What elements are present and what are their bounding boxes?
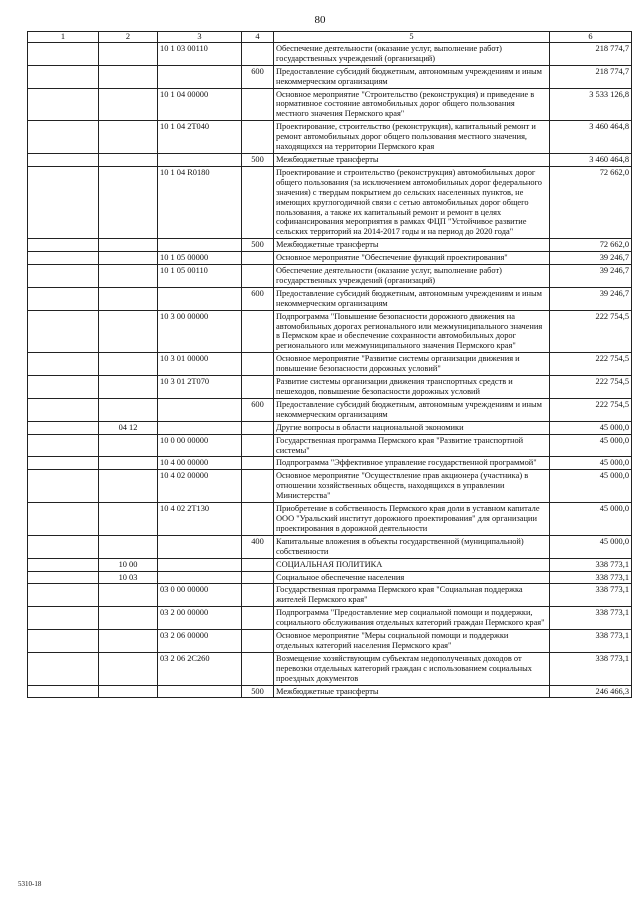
- description-cell: Межбюджетные трансферты: [274, 239, 550, 252]
- subsection-cell: [99, 252, 158, 265]
- subsection-cell: [99, 535, 158, 558]
- target-article-cell: 03 0 00 00000: [158, 584, 242, 607]
- table-row: [28, 376, 632, 399]
- target-article-cell: [158, 571, 242, 584]
- description-cell: Государственная программа Пермского края "Социальная поддержка жителей Пермского края": [274, 584, 550, 607]
- subsection-cell: [99, 503, 158, 536]
- table-row: [28, 434, 632, 457]
- amount-cell: 45 000,0: [550, 421, 632, 434]
- amount-cell: 246 466,3: [550, 685, 632, 698]
- amount-cell: 45 000,0: [550, 434, 632, 457]
- subsection-cell: [99, 88, 158, 121]
- subsection-cell: [99, 121, 158, 154]
- table-row: [28, 353, 632, 376]
- target-article-cell: 10 1 05 00000: [158, 252, 242, 265]
- table-row: [28, 398, 632, 421]
- target-article-cell: [158, 153, 242, 166]
- expense-type-cell: [242, 434, 274, 457]
- section-cell: [28, 65, 99, 88]
- section-cell: [28, 287, 99, 310]
- amount-cell: 45 000,0: [550, 535, 632, 558]
- column-header: 6: [550, 32, 632, 43]
- amount-cell: 45 000,0: [550, 503, 632, 536]
- subsection-cell: 04 12: [99, 421, 158, 434]
- subsection-cell: [99, 470, 158, 503]
- section-cell: [28, 153, 99, 166]
- amount-cell: 218 774,7: [550, 42, 632, 65]
- amount-cell: 39 246,7: [550, 265, 632, 288]
- expense-type-cell: [242, 558, 274, 571]
- subsection-cell: [99, 353, 158, 376]
- table-row: [28, 607, 632, 630]
- expense-type-cell: [242, 584, 274, 607]
- description-cell: Другие вопросы в области национальной экономики: [274, 421, 550, 434]
- subsection-cell: [99, 239, 158, 252]
- amount-cell: 72 662,0: [550, 166, 632, 238]
- description-cell: Основное мероприятие "Осуществление прав акционера (участника) в отношении хозяйственных обществ, находящихся в управлении Министерства": [274, 470, 550, 503]
- section-cell: [28, 571, 99, 584]
- expense-type-cell: [242, 503, 274, 536]
- section-cell: [28, 607, 99, 630]
- table-row: [28, 503, 632, 536]
- subsection-cell: [99, 42, 158, 65]
- budget-table: [27, 31, 632, 698]
- table-row: [28, 421, 632, 434]
- expense-type-cell: [242, 252, 274, 265]
- section-cell: [28, 252, 99, 265]
- amount-cell: 338 773,1: [550, 571, 632, 584]
- subsection-cell: [99, 398, 158, 421]
- target-article-cell: [158, 558, 242, 571]
- target-article-cell: 10 1 05 00110: [158, 265, 242, 288]
- target-article-cell: 10 4 02 00000: [158, 470, 242, 503]
- description-cell: Проектирование, строительство (реконструкция), капитальный ремонт и ремонт автомобильных дорог общего пользования местного значения, находящихся на территории Пермского края: [274, 121, 550, 154]
- target-article-cell: [158, 65, 242, 88]
- amount-cell: 222 754,5: [550, 376, 632, 399]
- amount-cell: 338 773,1: [550, 584, 632, 607]
- section-cell: [28, 121, 99, 154]
- section-cell: [28, 353, 99, 376]
- description-cell: Обеспечение деятельности (оказание услуг, выполнение работ) государственных учреждений (организаций): [274, 265, 550, 288]
- expense-type-cell: 400: [242, 535, 274, 558]
- section-cell: [28, 535, 99, 558]
- expense-type-cell: [242, 88, 274, 121]
- target-article-cell: 10 3 00 00000: [158, 310, 242, 353]
- description-cell: Основное мероприятие "Развитие системы организации движения и повышение безопасности дорожных условий": [274, 353, 550, 376]
- table-row: [28, 153, 632, 166]
- table-row: [28, 685, 632, 698]
- amount-cell: 45 000,0: [550, 470, 632, 503]
- table-row: [28, 88, 632, 121]
- target-article-cell: 10 1 04 R0180: [158, 166, 242, 238]
- table-row: [28, 571, 632, 584]
- amount-cell: 218 774,7: [550, 65, 632, 88]
- target-article-cell: 10 1 03 00110: [158, 42, 242, 65]
- target-article-cell: [158, 535, 242, 558]
- subsection-cell: [99, 153, 158, 166]
- section-cell: [28, 652, 99, 685]
- description-cell: Предоставление субсидий бюджетным, автономным учреждениям и иным некоммерческим организациям: [274, 65, 550, 88]
- subsection-cell: [99, 630, 158, 653]
- description-cell: Приобретение в собственность Пермского края доли в уставном капитале ООО "Уральский институт дорожного проектирования" для организации проектирования в дорожной деятельности: [274, 503, 550, 536]
- description-cell: Государственная программа Пермского края "Развитие транспортной системы": [274, 434, 550, 457]
- table-row: [28, 630, 632, 653]
- column-header: 2: [99, 32, 158, 43]
- section-cell: [28, 434, 99, 457]
- table-row: [28, 121, 632, 154]
- section-cell: [28, 584, 99, 607]
- table-row: [28, 265, 632, 288]
- expense-type-cell: 500: [242, 153, 274, 166]
- target-article-cell: [158, 398, 242, 421]
- expense-type-cell: 600: [242, 65, 274, 88]
- description-cell: Подпрограмма "Повышение безопасности дорожного движения на автомобильных дорогах регионального или межмуниципального значения в Пермском крае и обеспечение сохранности автомобильных дорог регионального или межмуниципального значения Пермского края": [274, 310, 550, 353]
- target-article-cell: [158, 287, 242, 310]
- subsection-cell: [99, 457, 158, 470]
- expense-type-cell: 600: [242, 398, 274, 421]
- description-cell: Возмещение хозяйствующим субъектам недополученных доходов от перевозки отдельных категорий граждан с использованием социальных проездных документов: [274, 652, 550, 685]
- expense-type-cell: 500: [242, 239, 274, 252]
- expense-type-cell: [242, 42, 274, 65]
- column-header: 3: [158, 32, 242, 43]
- table-row: [28, 252, 632, 265]
- amount-cell: 72 662,0: [550, 239, 632, 252]
- subsection-cell: 10 03: [99, 571, 158, 584]
- target-article-cell: 10 1 04 00000: [158, 88, 242, 121]
- table-row: [28, 239, 632, 252]
- section-cell: [28, 558, 99, 571]
- column-header: 4: [242, 32, 274, 43]
- target-article-cell: [158, 685, 242, 698]
- target-article-cell: 10 3 01 00000: [158, 353, 242, 376]
- column-header: 1: [28, 32, 99, 43]
- subsection-cell: [99, 584, 158, 607]
- subsection-cell: [99, 310, 158, 353]
- section-cell: [28, 88, 99, 121]
- target-article-cell: 10 4 00 00000: [158, 457, 242, 470]
- section-cell: [28, 457, 99, 470]
- table-row: [28, 584, 632, 607]
- expense-type-cell: [242, 166, 274, 238]
- target-article-cell: 10 3 01 2Т070: [158, 376, 242, 399]
- expense-type-cell: [242, 457, 274, 470]
- target-article-cell: 03 2 06 2С260: [158, 652, 242, 685]
- subsection-cell: [99, 607, 158, 630]
- description-cell: Основное мероприятие "Обеспечение функций проектирования": [274, 252, 550, 265]
- subsection-cell: [99, 434, 158, 457]
- table-row: [28, 287, 632, 310]
- description-cell: Капитальные вложения в объекты государственной (муниципальной) собственности: [274, 535, 550, 558]
- amount-cell: 222 754,5: [550, 310, 632, 353]
- expense-type-cell: [242, 121, 274, 154]
- target-article-cell: 03 2 06 00000: [158, 630, 242, 653]
- description-cell: Предоставление субсидий бюджетным, автономным учреждениям и иным некоммерческим организациям: [274, 398, 550, 421]
- expense-type-cell: [242, 607, 274, 630]
- amount-cell: 338 773,1: [550, 607, 632, 630]
- section-cell: [28, 166, 99, 238]
- target-article-cell: 10 1 04 2Т040: [158, 121, 242, 154]
- subsection-cell: [99, 287, 158, 310]
- description-cell: Основное мероприятие "Строительство (реконструкция) и приведение в нормативное состояние автомобильных дорог общего пользования местного значения Пермского края": [274, 88, 550, 121]
- section-cell: [28, 421, 99, 434]
- table-row: [28, 457, 632, 470]
- expense-type-cell: [242, 376, 274, 399]
- description-cell: Подпрограмма "Эффективное управление государственной программой": [274, 457, 550, 470]
- subsection-cell: [99, 376, 158, 399]
- table-row: [28, 310, 632, 353]
- description-cell: Социальное обеспечение населения: [274, 571, 550, 584]
- amount-cell: 338 773,1: [550, 652, 632, 685]
- description-cell: Проектирование и строительство (реконструкция) автомобильных дорог общего пользования (за исключением автомобильных дорог федерального значения) с твердым покрытием до сельских населенных пунктов, не имеющих круглогодичной связи с сетью автомобильных дорог общего пользования, а также их капитальный ремонт и ремонт в целях софинансирования мероприятия в рамках ФЦП "Устойчивое развитие сельских территорий на 2014-2017 годы и на период до 2020 года": [274, 166, 550, 238]
- page-number: 80: [314, 14, 326, 26]
- column-header: 5: [274, 32, 550, 43]
- amount-cell: 222 754,5: [550, 353, 632, 376]
- section-cell: [28, 376, 99, 399]
- section-cell: [28, 398, 99, 421]
- table-body: [28, 42, 632, 698]
- section-cell: [28, 630, 99, 653]
- target-article-cell: 10 4 02 2Т130: [158, 503, 242, 536]
- description-cell: СОЦИАЛЬНАЯ ПОЛИТИКА: [274, 558, 550, 571]
- description-cell: Основное мероприятие "Меры социальной помощи и поддержки отдельных категорий населения Пермского края": [274, 630, 550, 653]
- description-cell: Межбюджетные трансферты: [274, 685, 550, 698]
- table-row: [28, 652, 632, 685]
- expense-type-cell: [242, 470, 274, 503]
- description-cell: Обеспечение деятельности (оказание услуг, выполнение работ) государственных учреждений (организаций): [274, 42, 550, 65]
- subsection-cell: [99, 652, 158, 685]
- target-article-cell: 10 0 00 00000: [158, 434, 242, 457]
- expense-type-cell: 500: [242, 685, 274, 698]
- target-article-cell: [158, 239, 242, 252]
- target-article-cell: 03 2 00 00000: [158, 607, 242, 630]
- amount-cell: 45 000,0: [550, 457, 632, 470]
- amount-cell: 39 246,7: [550, 252, 632, 265]
- amount-cell: 338 773,1: [550, 630, 632, 653]
- expense-type-cell: 600: [242, 287, 274, 310]
- amount-cell: 338 773,1: [550, 558, 632, 571]
- table-row: [28, 166, 632, 238]
- amount-cell: 3 460 464,8: [550, 153, 632, 166]
- table-row: [28, 470, 632, 503]
- expense-type-cell: [242, 630, 274, 653]
- section-cell: [28, 42, 99, 65]
- table-row: [28, 65, 632, 88]
- description-cell: Предоставление субсидий бюджетным, автономным учреждениям и иным некоммерческим организациям: [274, 287, 550, 310]
- table-row: [28, 558, 632, 571]
- description-cell: Подпрограмма "Предоставление мер социальной помощи и поддержки, социального обслуживания отдельных категорий граждан Пермского края": [274, 607, 550, 630]
- table-row: [28, 535, 632, 558]
- header-row: [28, 32, 632, 43]
- amount-cell: 3 460 464,8: [550, 121, 632, 154]
- target-article-cell: [158, 421, 242, 434]
- expense-type-cell: [242, 571, 274, 584]
- section-cell: [28, 310, 99, 353]
- description-cell: Межбюджетные трансферты: [274, 153, 550, 166]
- subsection-cell: [99, 166, 158, 238]
- section-cell: [28, 685, 99, 698]
- expense-type-cell: [242, 652, 274, 685]
- section-cell: [28, 503, 99, 536]
- subsection-cell: [99, 265, 158, 288]
- expense-type-cell: [242, 310, 274, 353]
- amount-cell: 222 754,5: [550, 398, 632, 421]
- section-cell: [28, 239, 99, 252]
- section-cell: [28, 470, 99, 503]
- subsection-cell: [99, 685, 158, 698]
- table-row: [28, 42, 632, 65]
- subsection-cell: 10 00: [99, 558, 158, 571]
- expense-type-cell: [242, 353, 274, 376]
- document-code: 5310-18: [18, 880, 42, 888]
- amount-cell: 39 246,7: [550, 287, 632, 310]
- description-cell: Развитие системы организации движения транспортных средств и пешеходов, повышение безопасности дорожных условий: [274, 376, 550, 399]
- expense-type-cell: [242, 421, 274, 434]
- expense-type-cell: [242, 265, 274, 288]
- section-cell: [28, 265, 99, 288]
- amount-cell: 3 533 126,8: [550, 88, 632, 121]
- subsection-cell: [99, 65, 158, 88]
